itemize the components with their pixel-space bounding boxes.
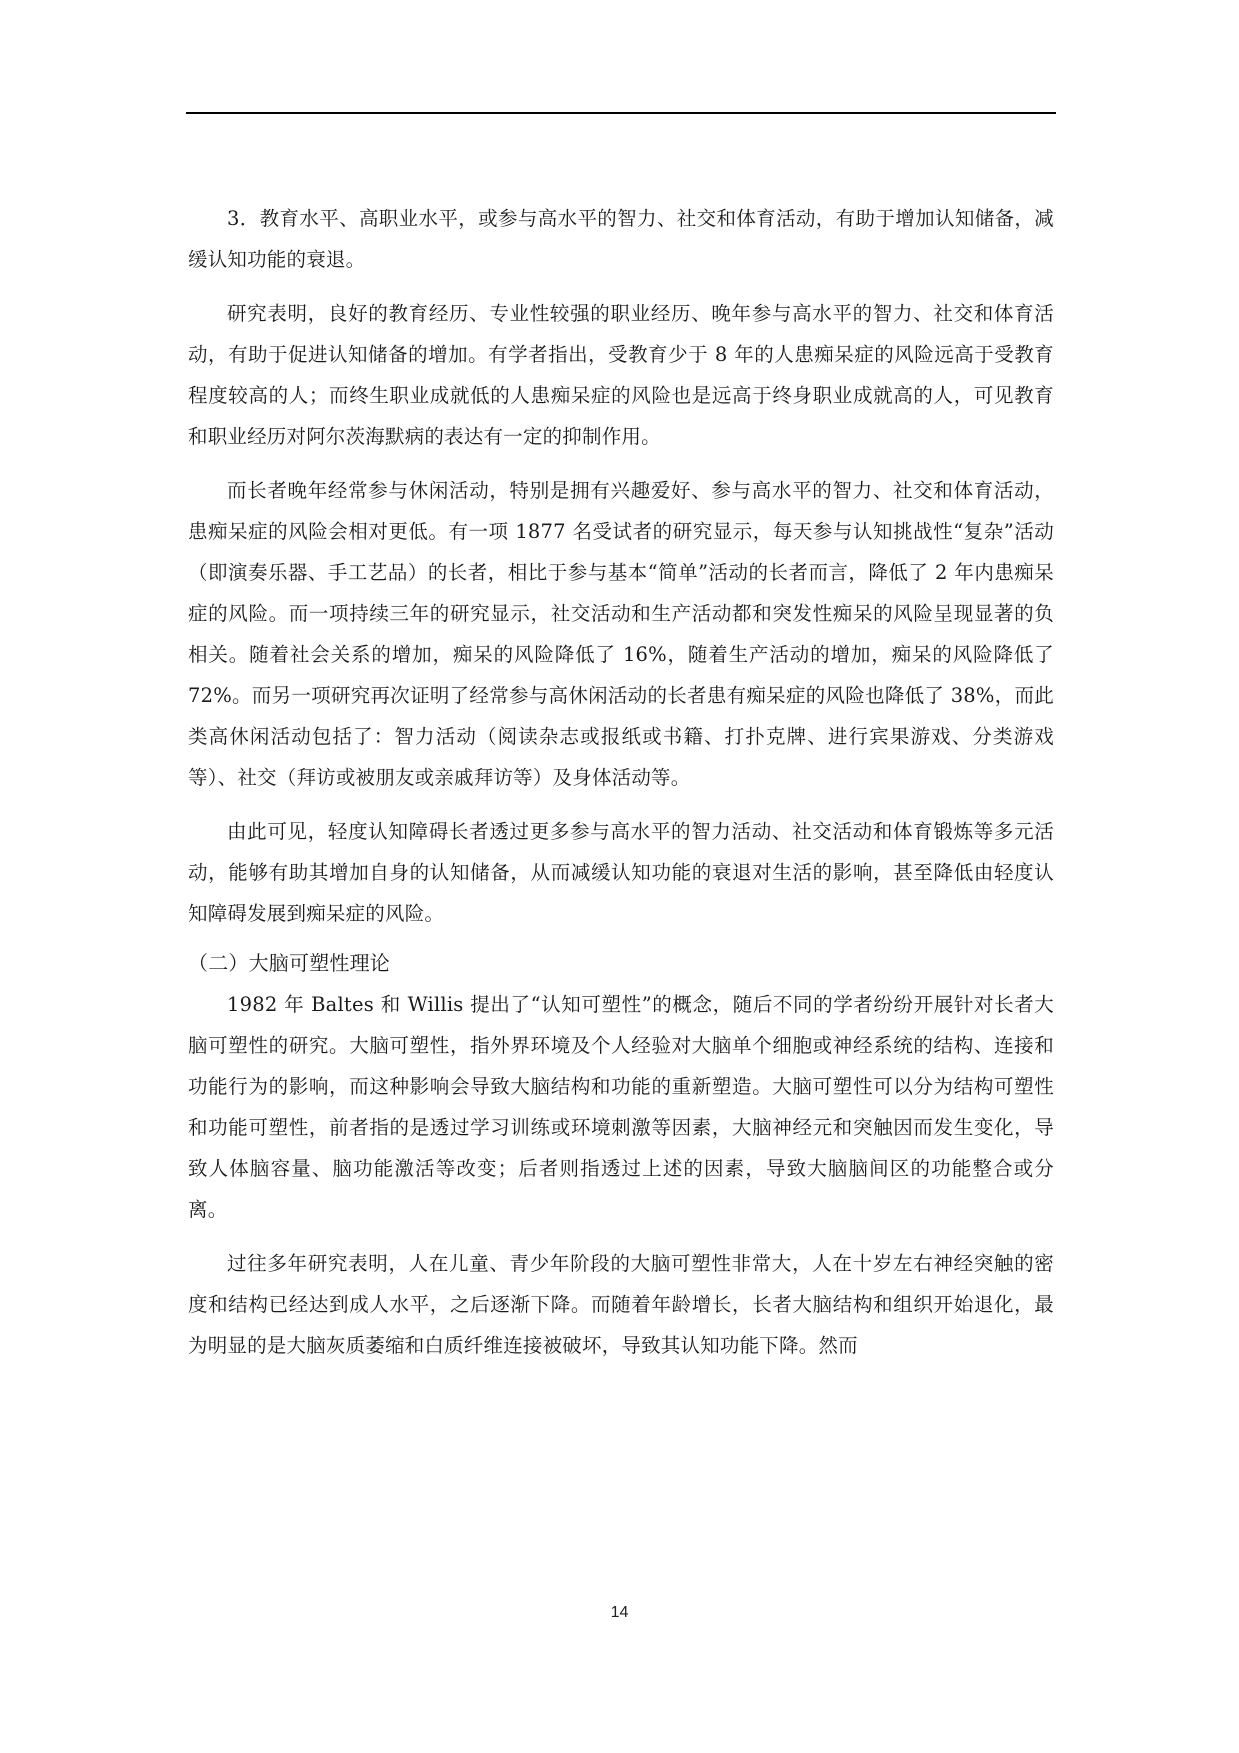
- section-heading-brain-plasticity: （二）大脑可塑性理论: [188, 951, 390, 975]
- page-number: 14: [610, 1604, 629, 1621]
- header-rule: [186, 112, 1056, 114]
- paragraph-research-findings: 研究表明，良好的教育经历、专业性较强的职业经历、晚年参与高水平的智力、社交和体育活动，有助于促进认知储备的增加。有学者指出，受教育少于 8 年的人患痴呆症的风险远高于受教育程度较高的人；而终生职业成就低的人患痴呆症的风险也是远高于终身职业成就高的人，可见教育和职业经历对阿尔茨海默病的表达有一定的抑制作用。: [188, 302, 1054, 448]
- paragraph-plasticity-definition: 1982 年 Baltes 和 Willis 提出了“认知可塑性”的概念，随后不同的学者纷纷开展针对长者大脑可塑性的研究。大脑可塑性，指外界环境及个人经验对大脑单个细胞或神经系统的结构、连接和功能行为的影响，而这种影响会导致大脑结构和功能的重新塑造。大脑可塑性可以分为结构可塑性和功能可塑性，前者指的是透过学习训练或环境刺激等因素，大脑神经元和突触因而发生变化，导致人体脑容量、脑功能激活等改变；后者则指透过上述的因素，导致大脑脑间区的功能整合或分离。: [188, 993, 1054, 1221]
- paragraph-plasticity-aging: 过往多年研究表明，人在儿童、青少年阶段的大脑可塑性非常大，人在十岁左右神经突触的密度和结构已经达到成人水平，之后逐渐下降。而随着年龄增长，长者大脑结构和组织开始退化，最为明显的是大脑灰质萎缩和白质纤维连接被破坏，导致其认知功能下降。然而: [188, 1252, 1054, 1357]
- page-body: [188, 198, 1054, 1366]
- paragraph-conclusion: 由此可见，轻度认知障碍长者透过更多参与高水平的智力活动、社交活动和体育锻炼等多元活动，能够有助其增加自身的认知储备，从而减缓认知功能的衰退对生活的影响，甚至降低由轻度认知障碍发展到痴呆症的风险。: [188, 820, 1054, 925]
- paragraph-leisure-activities: 而长者晚年经常参与休闲活动，特别是拥有兴趣爱好、参与高水平的智力、社交和体育活动，患痴呆症的风险会相对更低。有一项 1877 名受试者的研究显示，每天参与认知挑战性“复杂”活动（即演奏乐器、手工艺品）的长者，相比于参与基本“简单”活动的长者而言，降低了 2 年内患痴呆症的风险。而一项持续三年的研究显示，社交活动和生产活动都和突发性痴呆的风险呈现显著的负相关。随着社会关系的增加，痴呆的风险降低了 16%，随着生产活动的增加，痴呆的风险降低了 72%。而另一项研究再次证明了经常参与高休闲活动的长者患有痴呆症的风险也降低了 38%，而此类高休闲活动包括了：智力活动（阅读杂志或报纸或书籍、打扑克牌、进行宾果游戏、分类游戏等）、社交（拜访或被朋友或亲戚拜访等）及身体活动等。: [188, 479, 1054, 789]
- paragraph-education-level: 3．教育水平、高职业水平，或参与高水平的智力、社交和体育活动，有助于增加认知储备，减缓认知功能的衰退。: [188, 207, 1054, 271]
